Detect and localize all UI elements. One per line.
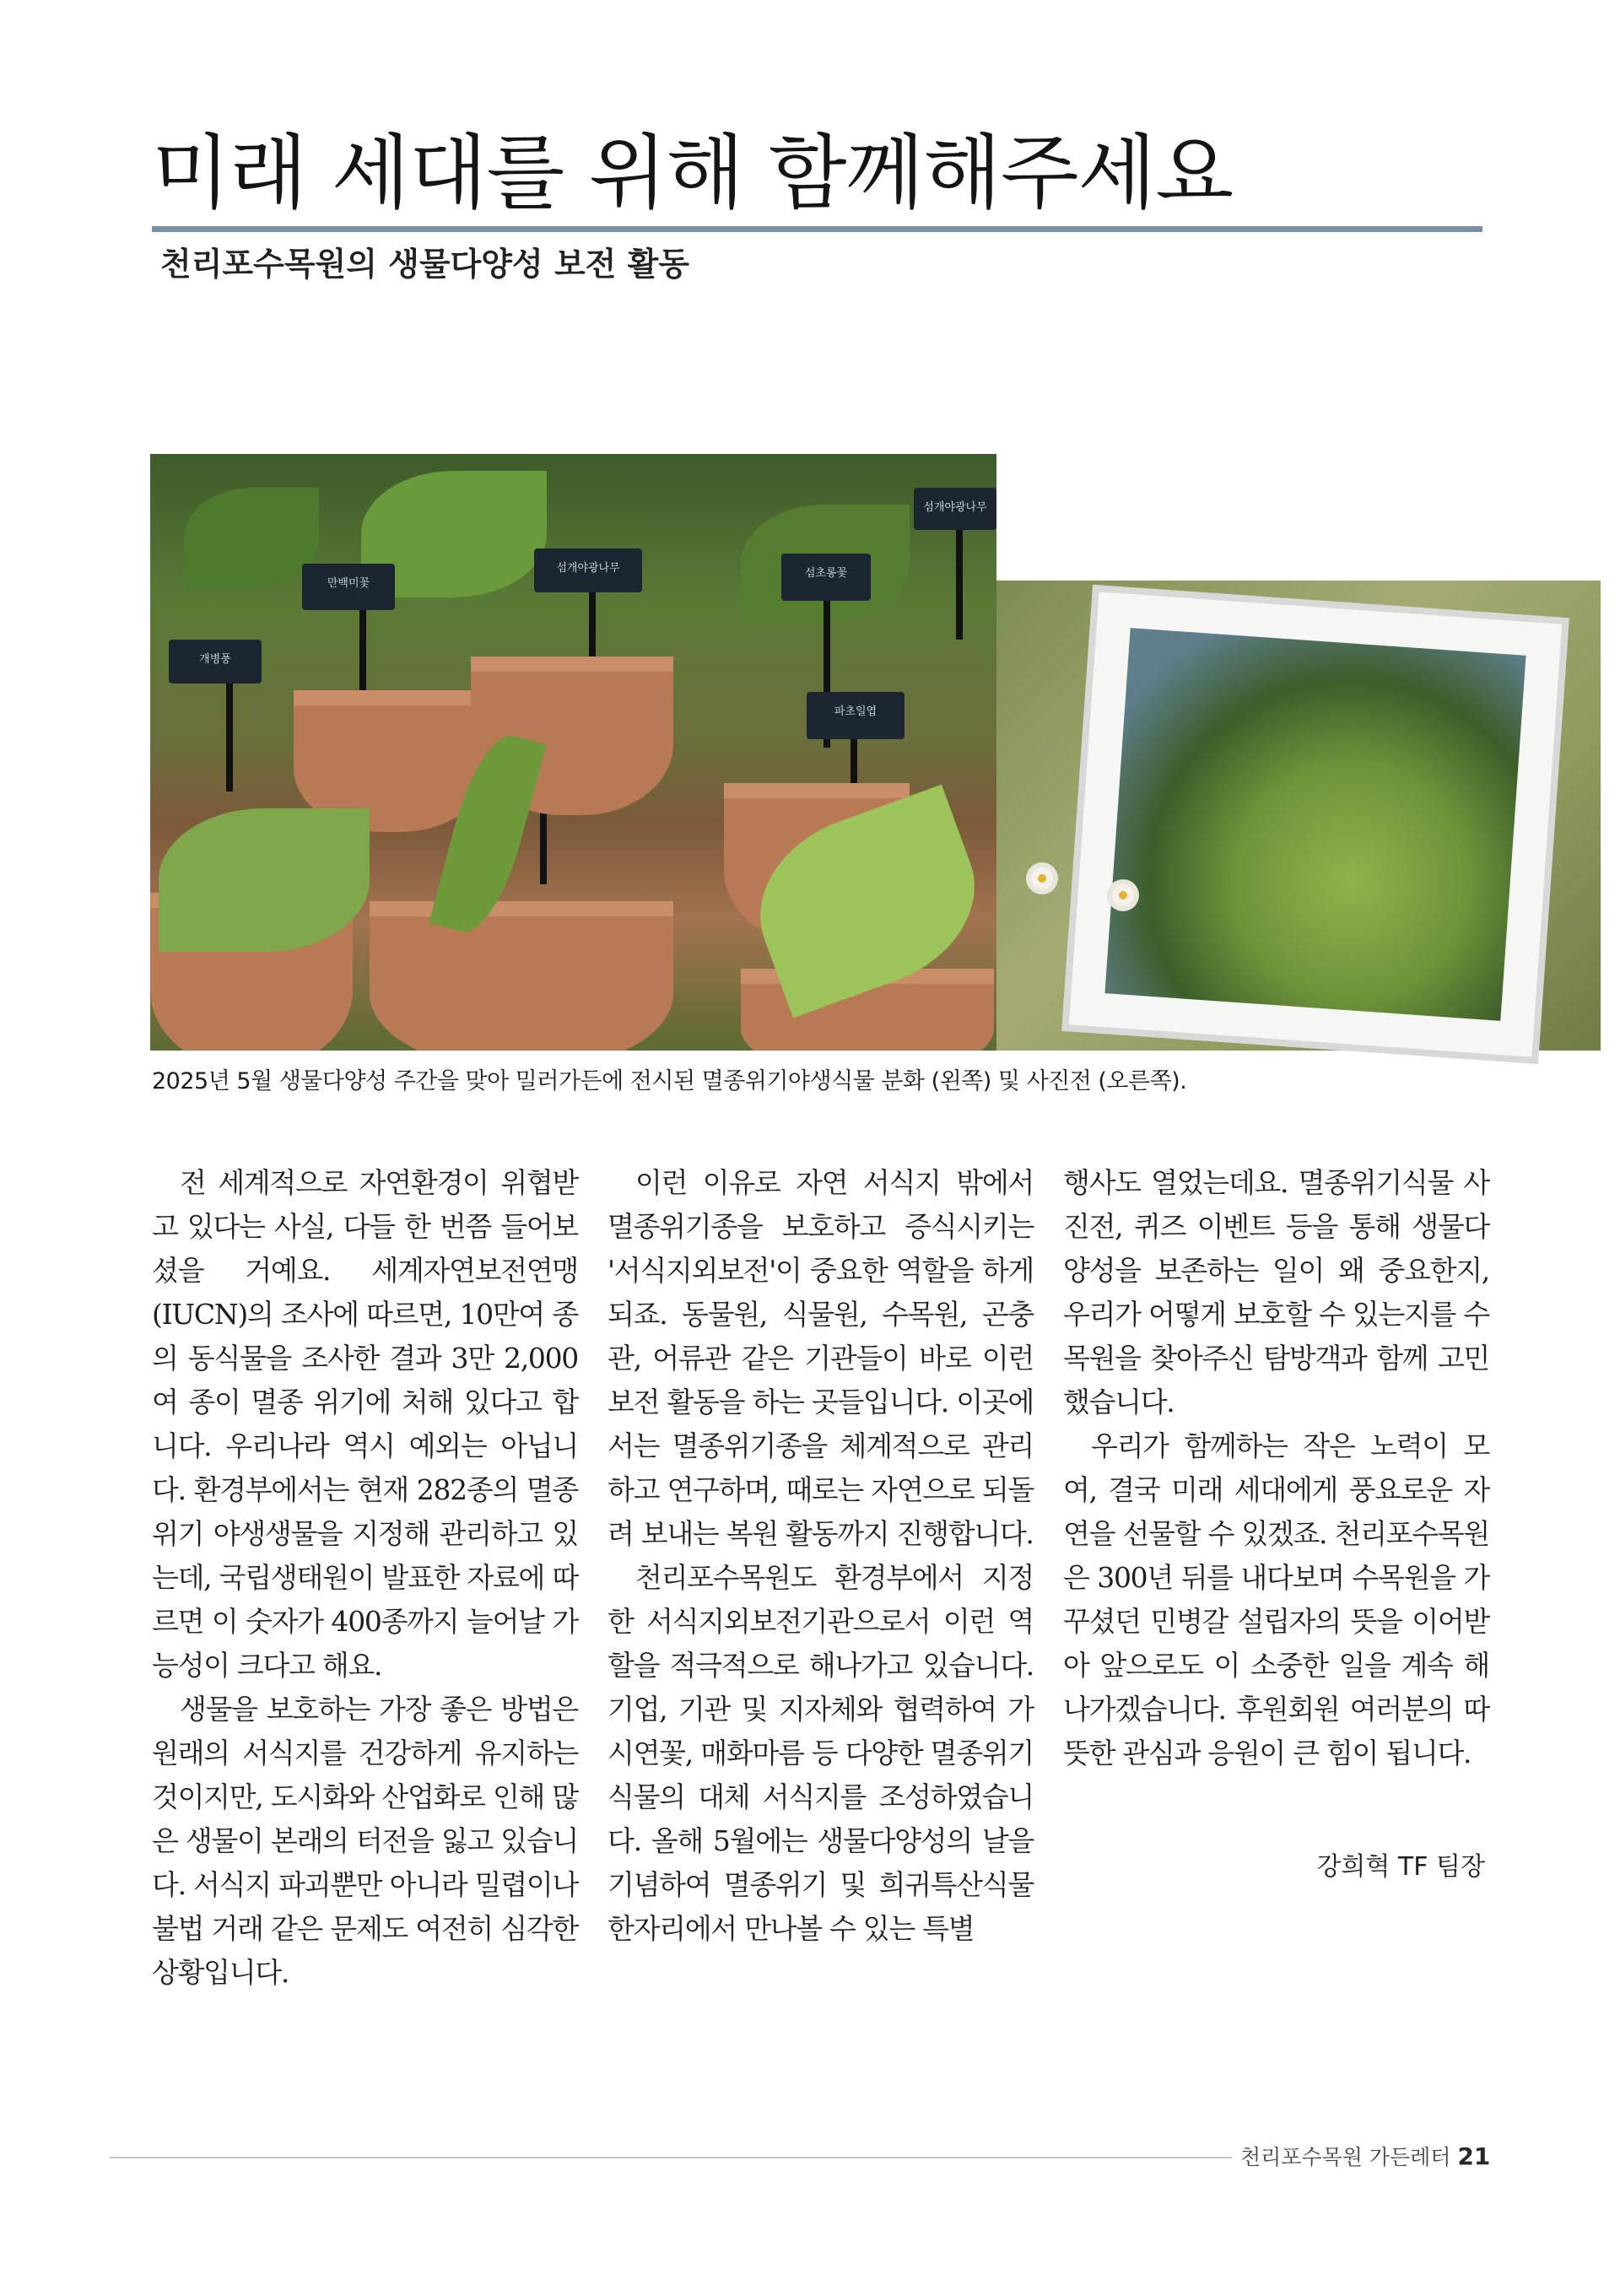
body-paragraph: 천리포수목원도 환경부에서 지정한 서식지외보전기관으로서 이런 역할을 적극적으로 해나가고 있습니다. 기업, 기관 및 지자체와 협력하여 가시연꽃, 매화마름 등 다양한 멸종위기식물의 대체 서식지를 조성하였습니다. 올해 5월에는 생물다양성의 날을 기념하여 멸종위기 및 희귀특산식물 한자리에서 만나볼 수 있는 특별 — [608, 1561, 1034, 1945]
plant-sign: 개병풍 — [169, 640, 262, 683]
plant-sign: 섬초롱꽃 — [781, 554, 871, 601]
page-subtitle: 천리포수목원의 생물다양성 보전 활동 — [160, 246, 690, 283]
foliage — [159, 808, 370, 952]
sign-post — [226, 673, 233, 791]
plant-sign: 섬개야광나무 — [534, 548, 642, 592]
plant-sign: 만백미꽃 — [302, 564, 395, 610]
photo-caption: 2025년 5월 생물다양성 주간을 맞아 밀러가든에 전시된 멸종위기야생식물 분화 (왼쪽) 및 사진전 (오른쪽). — [152, 1068, 1187, 1094]
giant-waterlily-print — [1104, 628, 1526, 1021]
foliage — [184, 488, 319, 589]
daisy-flower — [1031, 867, 1053, 889]
sign-post — [956, 521, 963, 640]
daisy-flower — [1112, 884, 1134, 906]
plant-sign: 파초일엽 — [807, 692, 904, 739]
body-paragraph: 이런 이유로 자연 서식지 밖에서 멸종위기종을 보호하고 증식시키는 '서식지외보전'이 중요한 역할을 하게 되죠. 동물원, 식물원, 수목원, 곤충관, 어류관 같은 기관들이 바로 이런 보전 활동을 하는 곳들입니다. 이곳에서는 멸종위기종을 체계적으로 관리하고 연구하며, 때로는 자연으로 되돌려 보내는 복원 활동까지 진행합니다. — [608, 1166, 1034, 1550]
body-paragraph: 전 세계적으로 자연환경이 위협받고 있다는 사실, 다들 한 번쯤 들어보셨을 거예요. 세계자연보전연맹(IUCN)의 조사에 따르면, 10만여 종의 동식물을 조사한 결과 3만 2,000여 종이 멸종 위기에 처해 있다고 합니다. 우리나라 역시 예외는 아닙니다. 환경부에서는 현재 282종의 멸종위기 야생생물을 지정해 관리하고 있는데, 국립생태원이 발표한 자료에 따르면 이 숫자가 400종까지 늘어날 가능성이 크다고 해요. — [152, 1166, 578, 1682]
easel-frame — [1061, 585, 1569, 1064]
flower-pot — [370, 901, 673, 1051]
body-paragraph: 행사도 열었는데요. 멸종위기식물 사진전, 퀴즈 이벤트 등을 통해 생물다양성을 보존하는 일이 왜 중요한지, 우리가 어떻게 보호할 수 있는지를 수목원을 찾아주신 탐방객과 함께 고민했습니다. — [1063, 1166, 1489, 1418]
page-title: 미래 세대를 위해 함께해주세요 — [152, 126, 1234, 220]
publication-name: 천리포수목원 가든레터 — [1240, 2145, 1451, 2169]
plant-sign: 섬개야광나무 — [914, 488, 996, 530]
body-paragraph: 우리가 함께하는 작은 노력이 모여, 결국 미래 세대에게 풍요로운 자연을 선물할 수 있겠죠. 천리포수목원은 300년 뒤를 내다보며 수목원을 가꾸셨던 민병갈 설립자의 뜻을 이어받아 앞으로도 이 소중한 일을 계속 해나가겠습니다. 후원회원 여러분의 따뜻한 관심과 응원이 큰 힘이 됩니다. — [1063, 1429, 1489, 1769]
body-column-1 — [152, 1161, 578, 1995]
title-divider — [152, 226, 1482, 232]
page-number: 21 — [1457, 2142, 1491, 2170]
footer — [1240, 2140, 1491, 2174]
body-column-3 — [1063, 1161, 1489, 1775]
body-paragraph: 생물을 보호하는 가장 좋은 방법은 원래의 서식지를 건강하게 유지하는 것이지만, 도시화와 산업화로 인해 많은 생물이 본래의 터전을 잃고 있습니다. 서식지 파괴뿐만 아니라 밀렵이나 불법 거래 같은 문제도 여전히 심각한 상황입니다. — [152, 1693, 578, 1989]
footer-divider — [110, 2157, 1232, 2158]
potted-plants-photo — [150, 454, 996, 1051]
body-column-2 — [608, 1161, 1034, 1951]
author-byline: 강희혁 TF 팀장 — [1316, 1852, 1485, 1882]
